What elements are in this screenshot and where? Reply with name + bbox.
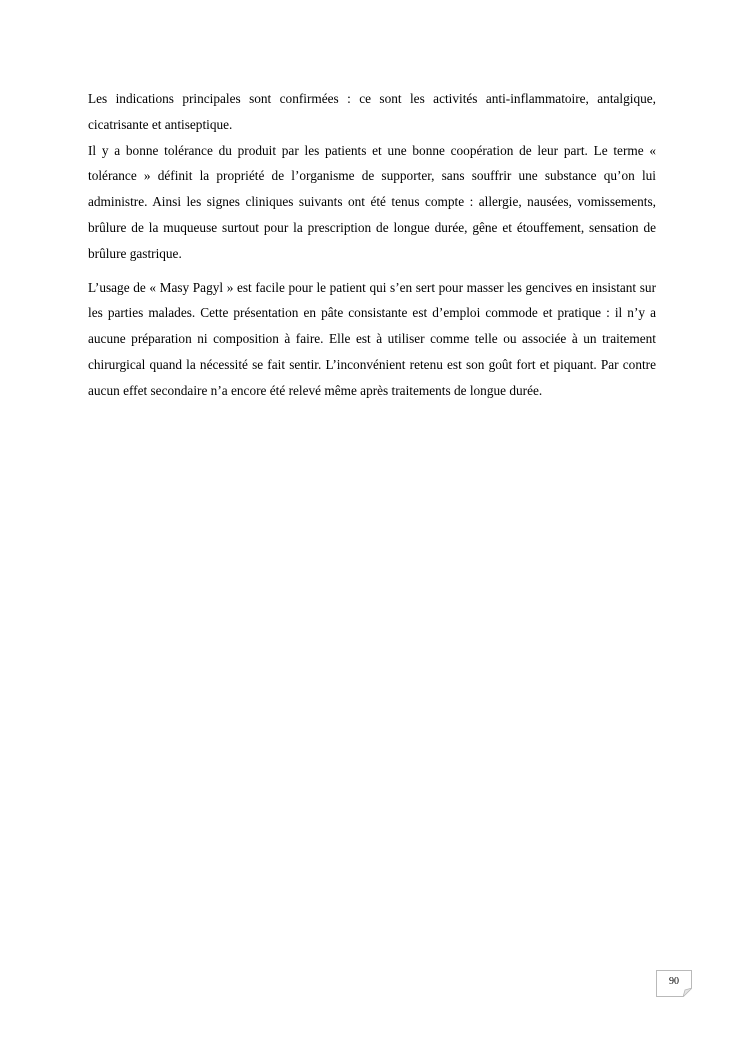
- page-number-box: [656, 970, 692, 997]
- paragraph-tolerance: Il y a bonne tolérance du produit par les patients et une bonne coopération de leur part. Le terme « tolérance » définit la propriété de l’organisme de supporter, sans souffrir une substance qu’on lui administre. Ainsi les signes cliniques suivants ont été tenus compte : allergie, nausées, vomissements, brûlure de la muqueuse surtout pour la prescription de longue durée, gêne et étouffement, sensation de brûlure gastrique.: [88, 142, 656, 261]
- paragraph-indications: Les indications principales sont confirmées : ce sont les activités anti-inflammatoire, antalgique, cicatrisante et antiseptique.: [88, 91, 656, 132]
- page-corner-fold-icon: [683, 988, 692, 997]
- paragraph-usage: L’usage de « Masy Pagyl » est facile pour le patient qui s’en sert pour masser les gencives en insistant sur les parties malades. Cette présentation en pâte consistante est d’emploi commode et pratique : il n’y a aucune préparation ni composition à faire. Elle est à utiliser comme telle ou associée à un traitement chirurgical quand la nécessité se fait sentir. L’inconvénient retenu est son goût fort et piquant. Par contre aucun effet secondaire n’a encore été relevé même après traitements de longue durée.: [88, 279, 656, 398]
- page-number: 90: [669, 976, 679, 987]
- page-body: [88, 86, 656, 404]
